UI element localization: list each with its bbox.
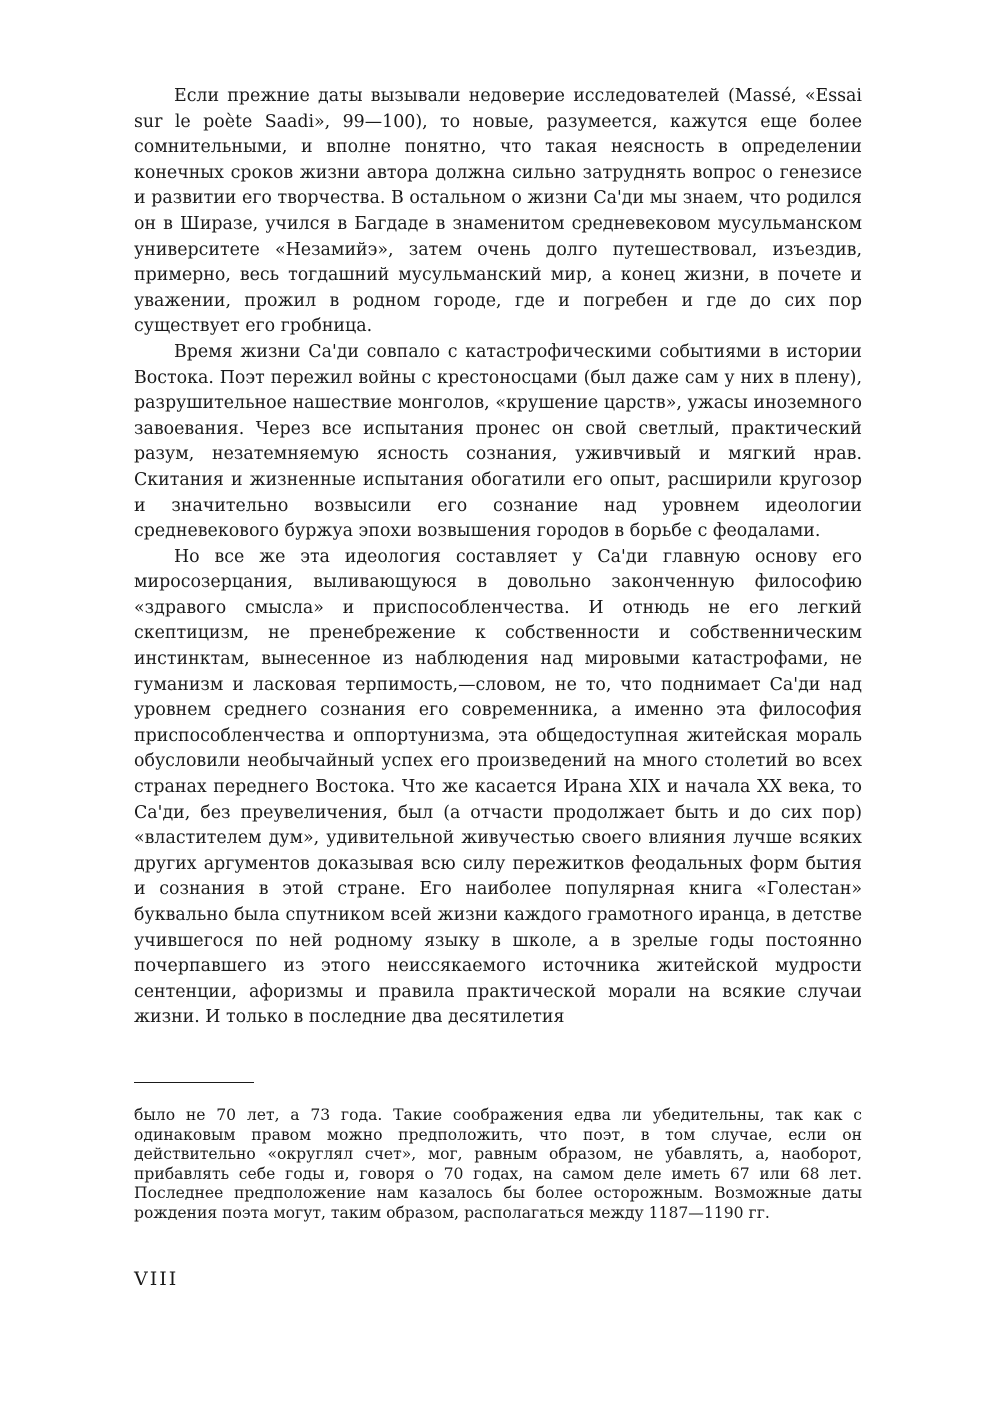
main-text-body <box>134 84 862 1031</box>
paragraph-1: Если прежние даты вызывали недоверие исследователей (Massé, «Essai sur le poète Saadi», 99—100), то новые, разумеется, кажутся еще более сомнительными, и вполне понятно, что такая неясность в определении конечных сроков жизни автора должна сильно затруднять вопрос о генезисе и развитии его творчества. В остальном о жизни Са'ди мы знаем, что родился он в Ширазе, учился в Багдаде в знаменитом средневековом мусульманском университете «Незамийэ», затем очень долго путешествовал, изъездив, примерно, весь тогдашний мусульманский мир, а конец жизни, в почете и уважении, прожил в родном городе, где и погребен и где до сих пор существует его гробница. <box>134 86 862 337</box>
footnote-divider <box>134 1082 254 1083</box>
footnote-text: было не 70 лет, а 73 года. Такие соображения едва ли убедительны, так как с одинаковым правом можно предположить, что поэт, в том случае, если он действительно «округлял счет», мог, равным образом, не убавлять, а, наоборот, прибавлять себе годы и, говоря о 70 годах, на самом деле иметь 67 или 68 лет. Последнее предположение нам казалось бы более осторожным. Возможные даты рождения поэта могут, таким образом, располагаться между 1187—1190 гг. <box>134 1106 862 1222</box>
paragraph-3: Но все же эта идеология составляет у Са'ди главную основу его миросозерцания, выливающуюся в довольно законченную философию «здравого смысла» и приспособленчества. И отнюдь не его легкий скептицизм, не пренебрежение к собственности и собственническим инстинктам, вынесенное из наблюдения над мировыми катастрофами, не гуманизм и ласковая терпимость,—словом, не то, что поднимает Са'ди над уровнем среднего сознания его современника, а именно эта философия приспособленчества и оппортунизма, эта общедоступная житейская мораль обусловили необычайный успех его произведений на много столетий во всех странах переднего Востока. Что же касается Ирана XIX и начала XX века, то Са'ди, без преувеличения, был (а отчасти продолжает быть и до сих пор) «властителем дум», удивительной живучестью своего влияния лучше всяких других аргументов доказывая всю силу пережитков феодальных форм бытия и сознания в этой стране. Его наиболее популярная книга «Голестан» буквально была спутником всей жизни каждого грамотного иранца, в детстве учившегося по ней родному языку в школе, а в зрелые годы постоянно почерпавшего из этого неиссякаемого источника житейской мудрости сентенции, афоризмы и правила практической морали на всякие случаи жизни. И только в последние два десятилетия <box>134 546 862 1028</box>
paragraph-2: Время жизни Са'ди совпало с катастрофическими событиями в истории Востока. Поэт пережил войны с крестоносцами (был даже сам у них в плену), разрушительное нашествие монголов, «крушение царств», ужасы иноземного завоевания. Через все испытания пронес он свой светлый, практический разум, незатемняемую ясность сознания, уживчивый и мягкий нрав. Скитания и жизненные испытания обогатили его опыт, расширили кругозор и значительно возвысили его сознание над уровнем идеологии средневекового буржуа эпохи возвышения городов в борьбе с феодалами. <box>134 341 862 542</box>
page-number: VIII <box>134 1268 179 1290</box>
